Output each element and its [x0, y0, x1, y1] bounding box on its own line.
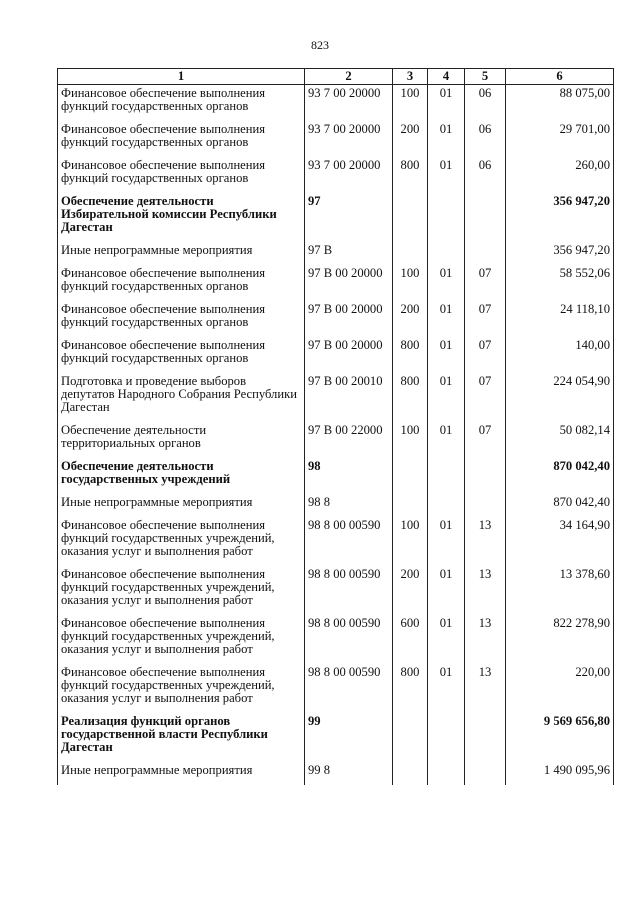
- section-code-cell: 01: [428, 422, 465, 458]
- expense-type-cell: 100: [393, 85, 428, 122]
- expense-type-cell: [393, 713, 428, 762]
- amount-cell: 220,00: [506, 664, 614, 713]
- expense-type-cell: [393, 458, 428, 494]
- target-article-code-cell: 93 7 00 20000: [305, 85, 393, 122]
- section-code-cell: [428, 242, 465, 265]
- column-header: 2: [305, 69, 393, 85]
- section-code-cell: 01: [428, 615, 465, 664]
- item-name-cell: Финансовое обеспечение выполнения функций государственных учреждений, оказания услуг и выполнения работ: [58, 664, 305, 713]
- expense-type-cell: 200: [393, 121, 428, 157]
- subsection-code-cell: [465, 193, 506, 242]
- subsection-code-cell: 07: [465, 373, 506, 422]
- amount-cell: 870 042,40: [506, 494, 614, 517]
- amount-cell: 34 164,90: [506, 517, 614, 566]
- subsection-code-cell: [465, 713, 506, 762]
- target-article-code-cell: 97 В: [305, 242, 393, 265]
- table-row: [58, 566, 614, 615]
- section-code-cell: [428, 762, 465, 785]
- amount-cell: 24 118,10: [506, 301, 614, 337]
- page-number: 823: [311, 38, 329, 52]
- section-code-cell: 01: [428, 566, 465, 615]
- subsection-code-cell: 07: [465, 265, 506, 301]
- item-name-cell: Финансовое обеспечение выполнения функций государственных органов: [58, 121, 305, 157]
- section-code-cell: [428, 713, 465, 762]
- column-header: 6: [506, 69, 614, 85]
- item-name-cell: Финансовое обеспечение выполнения функций государственных учреждений, оказания услуг и выполнения работ: [58, 517, 305, 566]
- item-name-cell: Финансовое обеспечение выполнения функций государственных органов: [58, 301, 305, 337]
- amount-cell: 140,00: [506, 337, 614, 373]
- target-article-code-cell: 97 В 00 20000: [305, 337, 393, 373]
- item-name-cell: Обеспечение деятельности территориальных органов: [58, 422, 305, 458]
- expense-type-cell: 600: [393, 615, 428, 664]
- item-name-cell: Иные непрограммные мероприятия: [58, 494, 305, 517]
- expense-type-cell: 800: [393, 157, 428, 193]
- target-article-code-cell: 99 8: [305, 762, 393, 785]
- item-name-cell: Реализация функций органов государственной власти Республики Дагестан: [58, 713, 305, 762]
- amount-cell: 356 947,20: [506, 242, 614, 265]
- target-article-code-cell: 97 В 00 20000: [305, 265, 393, 301]
- expense-type-cell: 100: [393, 265, 428, 301]
- item-name-cell: Финансовое обеспечение выполнения функций государственных органов: [58, 157, 305, 193]
- target-article-code-cell: 99: [305, 713, 393, 762]
- table-row: [58, 615, 614, 664]
- target-article-code-cell: 97: [305, 193, 393, 242]
- section-code-cell: [428, 458, 465, 494]
- expense-type-cell: 200: [393, 566, 428, 615]
- subsection-code-cell: 06: [465, 157, 506, 193]
- item-name-cell: Подготовка и проведение выборов депутатов Народного Собрания Республики Дагестан: [58, 373, 305, 422]
- item-name-cell: Финансовое обеспечение выполнения функций государственных органов: [58, 265, 305, 301]
- amount-cell: 1 490 095,96: [506, 762, 614, 785]
- amount-cell: 29 701,00: [506, 121, 614, 157]
- subsection-code-cell: 13: [465, 566, 506, 615]
- table-row: [58, 373, 614, 422]
- expense-type-cell: 800: [393, 373, 428, 422]
- table-row: [58, 762, 614, 785]
- item-name-cell: Финансовое обеспечение выполнения функций государственных учреждений, оказания услуг и выполнения работ: [58, 566, 305, 615]
- section-code-cell: 01: [428, 373, 465, 422]
- subsection-code-cell: [465, 242, 506, 265]
- amount-cell: 822 278,90: [506, 615, 614, 664]
- amount-cell: 58 552,06: [506, 265, 614, 301]
- column-header: 1: [58, 69, 305, 85]
- table-row: [58, 337, 614, 373]
- target-article-code-cell: 98: [305, 458, 393, 494]
- amount-cell: 9 569 656,80: [506, 713, 614, 762]
- expense-type-cell: 200: [393, 301, 428, 337]
- column-header: 3: [393, 69, 428, 85]
- table-row: [58, 242, 614, 265]
- expense-type-cell: 100: [393, 422, 428, 458]
- amount-cell: 224 054,90: [506, 373, 614, 422]
- table-row: [58, 664, 614, 713]
- expense-type-cell: [393, 242, 428, 265]
- header-row: [58, 69, 614, 85]
- target-article-code-cell: 98 8 00 00590: [305, 664, 393, 713]
- subsection-code-cell: 07: [465, 337, 506, 373]
- amount-cell: 260,00: [506, 157, 614, 193]
- subsection-code-cell: 06: [465, 85, 506, 122]
- section-code-cell: 01: [428, 265, 465, 301]
- item-name-cell: Финансовое обеспечение выполнения функций государственных органов: [58, 85, 305, 122]
- target-article-code-cell: 98 8: [305, 494, 393, 517]
- subsection-code-cell: 07: [465, 422, 506, 458]
- expense-type-cell: [393, 494, 428, 517]
- table-row: [58, 422, 614, 458]
- section-code-cell: [428, 494, 465, 517]
- expense-type-cell: 800: [393, 664, 428, 713]
- target-article-code-cell: 93 7 00 20000: [305, 157, 393, 193]
- amount-cell: 13 378,60: [506, 566, 614, 615]
- section-code-cell: 01: [428, 301, 465, 337]
- section-code-cell: 01: [428, 517, 465, 566]
- budget-table: [57, 68, 614, 785]
- item-name-cell: Финансовое обеспечение выполнения функций государственных учреждений, оказания услуг и выполнения работ: [58, 615, 305, 664]
- amount-cell: 88 075,00: [506, 85, 614, 122]
- table-body: [58, 85, 614, 786]
- amount-cell: 870 042,40: [506, 458, 614, 494]
- item-name-cell: Обеспечение деятельности государственных учреждений: [58, 458, 305, 494]
- subsection-code-cell: 13: [465, 517, 506, 566]
- section-code-cell: 01: [428, 337, 465, 373]
- target-article-code-cell: 97 В 00 22000: [305, 422, 393, 458]
- table-row: [58, 301, 614, 337]
- subsection-code-cell: 13: [465, 615, 506, 664]
- subsection-code-cell: [465, 458, 506, 494]
- table-row: [58, 157, 614, 193]
- subsection-code-cell: [465, 494, 506, 517]
- target-article-code-cell: 97 В 00 20000: [305, 301, 393, 337]
- expense-type-cell: 100: [393, 517, 428, 566]
- target-article-code-cell: 97 В 00 20010: [305, 373, 393, 422]
- target-article-code-cell: 98 8 00 00590: [305, 566, 393, 615]
- table-row: [58, 458, 614, 494]
- table-row: [58, 713, 614, 762]
- section-code-cell: 01: [428, 121, 465, 157]
- subsection-code-cell: 06: [465, 121, 506, 157]
- section-code-cell: 01: [428, 664, 465, 713]
- section-code-cell: 01: [428, 85, 465, 122]
- target-article-code-cell: 98 8 00 00590: [305, 615, 393, 664]
- column-header: 5: [465, 69, 506, 85]
- expense-type-cell: 800: [393, 337, 428, 373]
- item-name-cell: Обеспечение деятельности Избирательной комиссии Республики Дагестан: [58, 193, 305, 242]
- table-row: [58, 517, 614, 566]
- table-row: [58, 494, 614, 517]
- item-name-cell: Иные непрограммные мероприятия: [58, 242, 305, 265]
- subsection-code-cell: 13: [465, 664, 506, 713]
- section-code-cell: 01: [428, 157, 465, 193]
- target-article-code-cell: 98 8 00 00590: [305, 517, 393, 566]
- table-row: [58, 85, 614, 122]
- subsection-code-cell: [465, 762, 506, 785]
- item-name-cell: Иные непрограммные мероприятия: [58, 762, 305, 785]
- expense-type-cell: [393, 193, 428, 242]
- subsection-code-cell: 07: [465, 301, 506, 337]
- amount-cell: 50 082,14: [506, 422, 614, 458]
- column-header: 4: [428, 69, 465, 85]
- amount-cell: 356 947,20: [506, 193, 614, 242]
- expense-type-cell: [393, 762, 428, 785]
- table-row: [58, 193, 614, 242]
- table-row: [58, 265, 614, 301]
- table-row: [58, 121, 614, 157]
- item-name-cell: Финансовое обеспечение выполнения функций государственных органов: [58, 337, 305, 373]
- section-code-cell: [428, 193, 465, 242]
- target-article-code-cell: 93 7 00 20000: [305, 121, 393, 157]
